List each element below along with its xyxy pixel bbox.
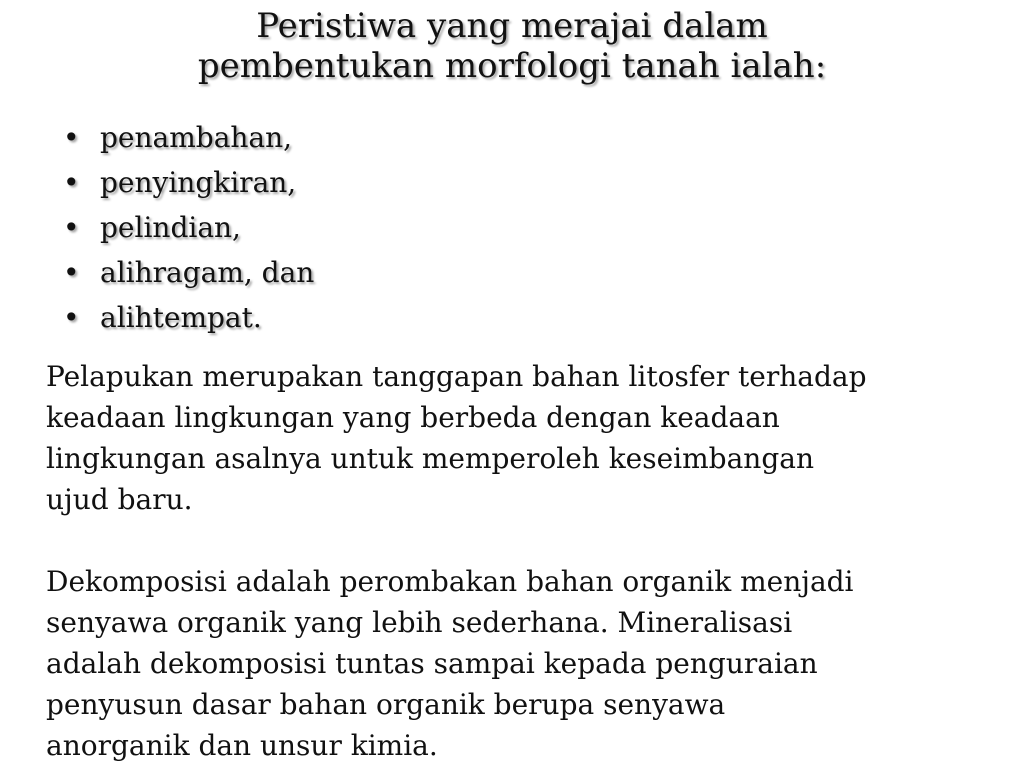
paragraph-line: lingkungan asalnya untuk memperoleh keseimbangan — [46, 442, 814, 475]
bullet-item — [60, 295, 314, 340]
bullet-item — [60, 115, 314, 160]
bullet-dot-icon: • — [63, 121, 80, 154]
paragraph-line: Pelapukan merupakan tanggapan bahan litosfer terhadap — [46, 360, 867, 393]
paragraph-line: anorganik dan unsur kimia. — [46, 729, 438, 762]
bullet-dot-icon: • — [63, 166, 80, 199]
bullet-text: alihtempat. — [100, 301, 262, 334]
paragraph-line: penyusun dasar bahan organik berupa senyawa — [46, 688, 726, 721]
slide-title — [40, 6, 984, 86]
bullet-item — [60, 250, 314, 295]
paragraph-decomposition — [46, 561, 1016, 766]
bullet-text: penambahan, — [100, 121, 293, 154]
bullet-text: alihragam, dan — [100, 256, 315, 289]
paragraph-line: senyawa organik yang lebih sederhana. Mineralisasi — [46, 606, 793, 639]
slide-title-line: Peristiwa yang merajai dalam — [256, 6, 768, 46]
bullet-item — [60, 160, 314, 205]
paragraph-line: ujud baru. — [46, 483, 193, 516]
paragraph-line: Dekomposisi adalah perombakan bahan organik menjadi — [46, 565, 854, 598]
paragraph-weathering — [46, 356, 1016, 520]
bullet-text: penyingkiran, — [100, 166, 297, 199]
bullet-dot-icon: • — [63, 256, 80, 289]
paragraph-line: adalah dekomposisi tuntas sampai kepada penguraian — [46, 647, 818, 680]
bullet-item — [60, 205, 314, 250]
bullet-list — [60, 115, 314, 340]
bullet-dot-icon: • — [63, 211, 80, 244]
slide-title-line: pembentukan morfologi tanah ialah: — [197, 46, 827, 86]
bullet-text: pelindian, — [100, 211, 241, 244]
paragraph-line: keadaan lingkungan yang berbeda dengan keadaan — [46, 401, 780, 434]
bullet-dot-icon: • — [63, 301, 80, 334]
